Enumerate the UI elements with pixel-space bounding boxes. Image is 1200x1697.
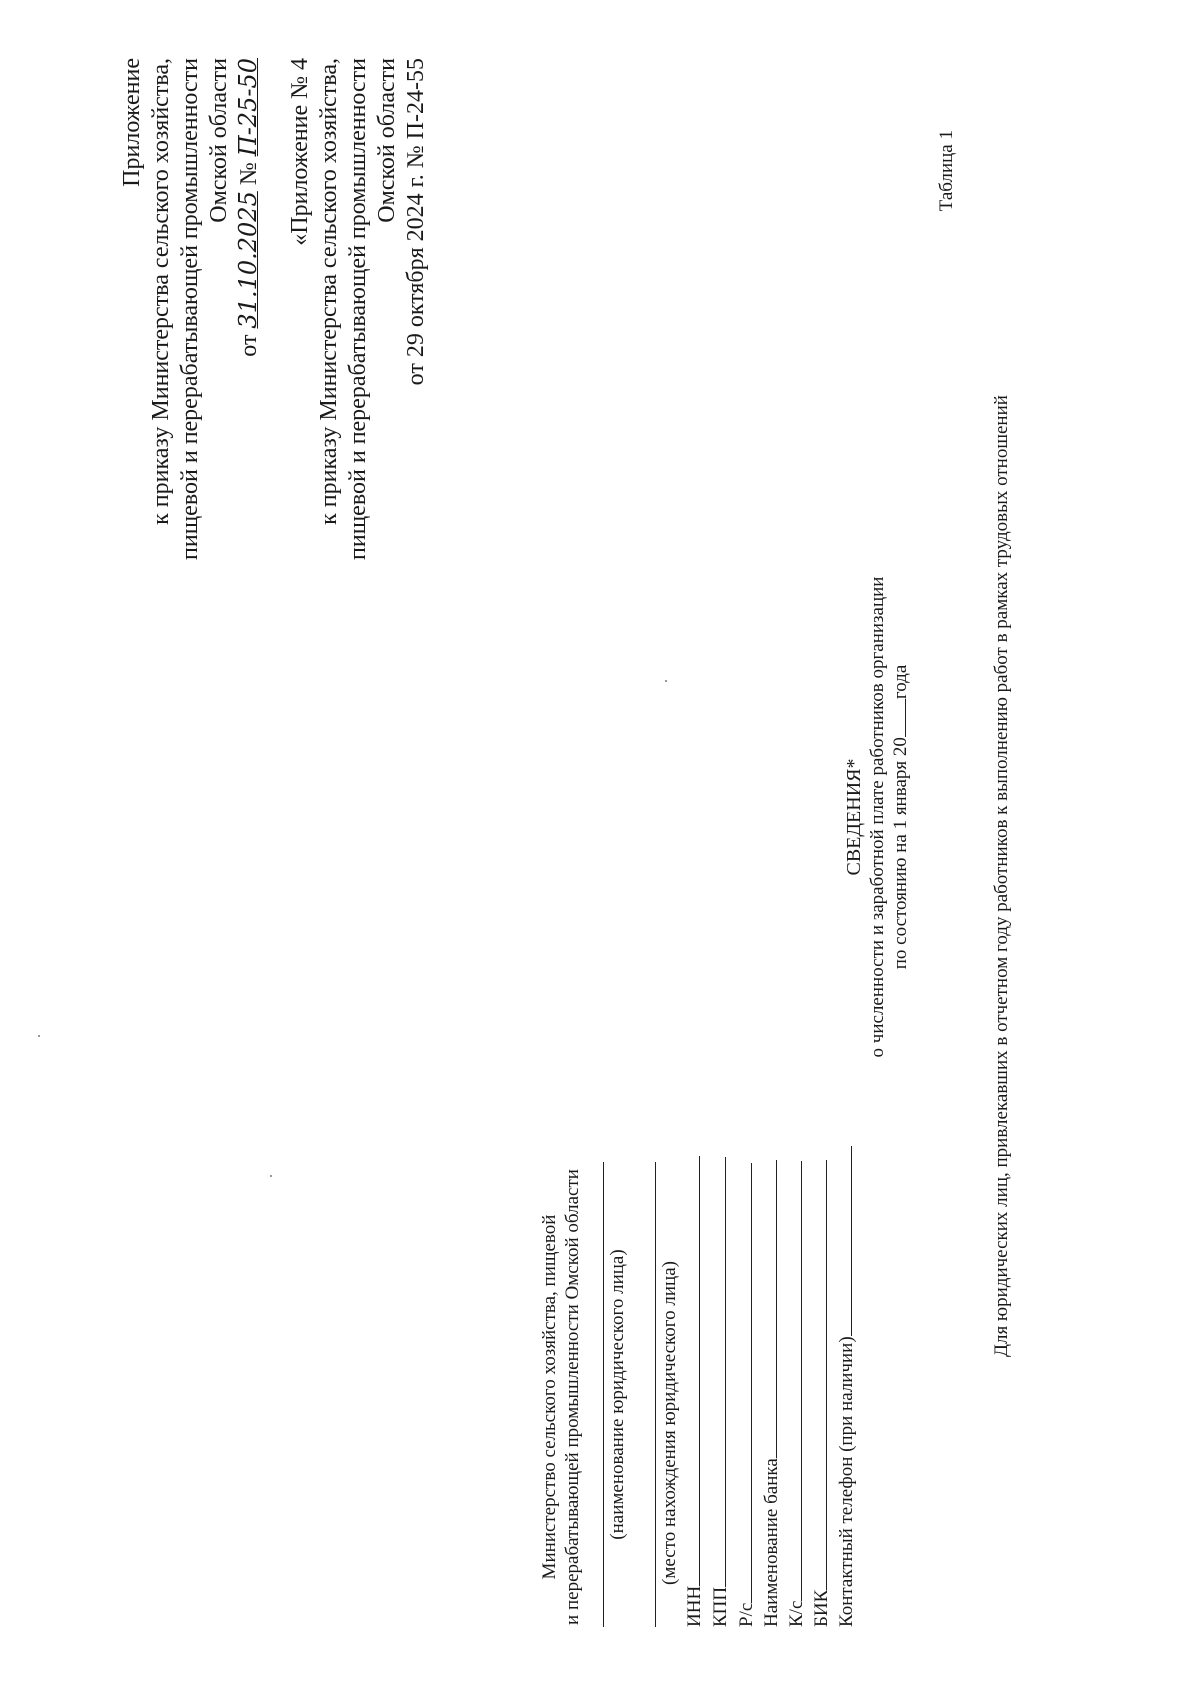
- appendix-region-line: Омской области: [206, 58, 232, 223]
- bank-name-field[interactable]: [760, 1160, 783, 1627]
- account-input-line[interactable]: [735, 1163, 752, 1603]
- addressee: [538, 1167, 584, 1627]
- corr-account-label: К/с: [786, 1600, 807, 1627]
- report-heading: [843, 557, 912, 1077]
- account-field[interactable]: [735, 1163, 758, 1627]
- kpp-label: КПП: [710, 1586, 731, 1627]
- addressee-line-1: Министерство сельского хозяйства, пищевой: [539, 1214, 560, 1580]
- year-input-line[interactable]: [889, 699, 906, 737]
- bik-label: БИК: [811, 1589, 832, 1627]
- inn-field[interactable]: [683, 1156, 706, 1627]
- addressee-line-2: и перерабатывающей промышленности Омской области: [562, 1169, 583, 1625]
- corr-account-field[interactable]: [785, 1161, 808, 1627]
- appendix-previous-ministry-line: пищевой и перерабатывающей промышленности: [345, 58, 371, 560]
- entity-name-line: [603, 1162, 604, 1627]
- bank-name-input-line[interactable]: [760, 1160, 777, 1458]
- phone-field[interactable]: [835, 1146, 858, 1627]
- kpp-field[interactable]: [709, 1157, 732, 1627]
- appendix-previous-date-line: от 29 октября 2024 г. № П-24-55: [403, 58, 429, 386]
- bik-field[interactable]: [810, 1160, 833, 1627]
- appendix-previous-title: «Приложение № 4: [287, 58, 313, 246]
- appendix-date-number-line: [234, 58, 264, 560]
- report-title: СВЕДЕНИЯ*: [843, 758, 865, 876]
- corr-account-input-line[interactable]: [785, 1161, 802, 1601]
- scan-speck: [665, 680, 667, 682]
- account-label: Р/с: [736, 1602, 757, 1627]
- appendix-title: Приложение: [119, 58, 145, 187]
- report-date-line: по состоянию на 1 января 20года: [890, 664, 911, 970]
- appendix-ministry-line: пищевой и перерабатывающей промышленности: [177, 58, 203, 560]
- kpp-input-line[interactable]: [709, 1157, 726, 1587]
- entity-location-caption: (место нахождения юридического лица): [659, 1261, 680, 1585]
- entity-location-line: [655, 1162, 656, 1627]
- appendix-previous-order-line: к приказу Министерства сельского хозяйства,: [316, 58, 342, 525]
- table-label: Таблица 1: [936, 130, 957, 212]
- appendix-previous: [286, 58, 431, 560]
- inn-input-line[interactable]: [683, 1156, 700, 1586]
- number-sign: №: [236, 162, 262, 186]
- scan-speck: [38, 1035, 40, 1037]
- inn-label: ИНН: [684, 1585, 705, 1627]
- scan-speck: [270, 1175, 272, 1177]
- from-prefix: от: [236, 334, 262, 357]
- bik-input-line[interactable]: [810, 1160, 827, 1590]
- footer-text: Для юридических лиц, привлекавших в отчетном году работников к выполнению работ в рамках трудовых отношений: [991, 395, 1012, 1357]
- entity-name-caption: (наименование юридического лица): [607, 1249, 628, 1540]
- handwritten-date: 31.10.2025: [234, 191, 262, 329]
- report-subtitle: о численности и заработной плате работников организации: [867, 576, 888, 1058]
- phone-label: Контактный телефон (при наличии): [836, 1336, 857, 1627]
- appendix-previous-region-line: Омской области: [374, 58, 400, 223]
- handwritten-number: П-25-50: [234, 58, 262, 157]
- phone-input-line[interactable]: [835, 1146, 852, 1336]
- appendix-current: [118, 58, 264, 560]
- appendix-order-line: к приказу Министерства сельского хозяйства,: [148, 58, 174, 525]
- bank-name-label: Наименование банка: [761, 1458, 782, 1627]
